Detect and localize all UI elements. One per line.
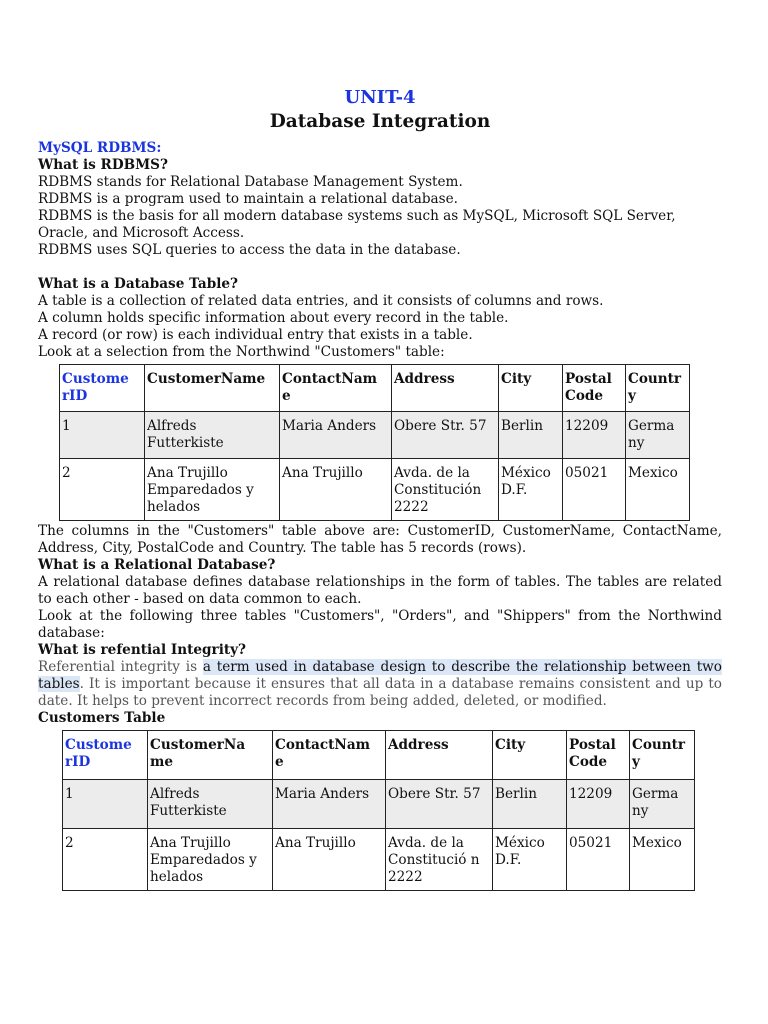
column-header: ContactNam e [280,365,392,412]
table-cell: Obere Str. 57 [392,412,499,459]
referential-paragraph [38,659,722,710]
table-cell: 12209 [563,412,626,459]
table-cell: Ana Trujillo Emparedados y helados [148,829,273,891]
table-cell: Ana Trujillo [273,829,386,891]
table-cell: 12209 [567,780,630,829]
referential-text-start: Referential integrity is [38,659,203,675]
table-cell: Berlin [493,780,567,829]
column-header: City [493,731,567,780]
table-cell: Alfreds Futterkiste [145,412,280,459]
table-cell: Germa ny [630,780,695,829]
table-line: A table is a collection of related data entries, and it consists of columns and rows. [38,293,604,309]
northwind-paragraph: Look at the following three tables "Customers", "Orders", and "Shippers" from the Northwind database: [38,608,722,641]
question-what-is-rdbms: What is RDBMS? [38,157,168,173]
table-cell: Mexico [626,459,690,521]
table-line: A column holds specific information about every record in the table. [38,310,509,326]
column-header: CustomerNa me [148,731,273,780]
column-header: Address [386,731,493,780]
rdbms-line: RDBMS is the basis for all modern database systems such as MySQL, Microsoft SQL Server, Oracle, and Microsoft Access. [38,208,676,241]
column-header: Countr y [626,365,690,412]
table-cell: México D.F. [493,829,567,891]
column-header: Custome rID [60,365,145,412]
column-header: Address [392,365,499,412]
table-cell: 2 [63,829,148,891]
column-header: Postal Code [563,365,626,412]
referential-text-end: . It is important because it ensures that all data in a database remains consistent and up to date. It helps to prevent incorrect records from being added, deleted, or modified. [38,676,722,709]
columns-description: The columns in the "Customers" table above are: CustomerID, CustomerName, ContactName, Address, City, PostalCode and Country. The table has 5 records (rows). [38,523,722,556]
unit-heading: UNIT-4 [344,87,416,108]
customers-table-label: Customers Table [38,710,166,726]
column-header: Postal Code [567,731,630,780]
table-cell: Obere Str. 57 [386,780,493,829]
table-cell: Maria Anders [273,780,386,829]
page-title: Database Integration [269,111,491,132]
table-cell: Mexico [630,829,695,891]
table-cell: 1 [63,780,148,829]
column-header: Custome rID [63,731,148,780]
table-row [63,829,695,891]
table-cell: Maria Anders [280,412,392,459]
table-cell: Berlin [499,412,563,459]
customers-table-1 [59,364,690,521]
rdbms-line: RDBMS stands for Relational Database Management System. [38,174,463,190]
table-row [60,412,690,459]
table-cell: Alfreds Futterkiste [148,780,273,829]
question-referential-integrity: What is refential Integrity? [38,642,247,658]
column-header: City [499,365,563,412]
rdbms-line: RDBMS uses SQL queries to access the data in the database. [38,242,461,258]
table-cell: 1 [60,412,145,459]
table-cell: Germa ny [626,412,690,459]
column-header: Countr y [630,731,695,780]
column-header: CustomerName [145,365,280,412]
table-cell: Avda. de la Constitució n 2222 [386,829,493,891]
customers-table-2 [62,730,695,891]
table-row [60,459,690,521]
table-cell: 2 [60,459,145,521]
relational-paragraph: A relational database defines database relationships in the form of tables. The tables are related to each other - based on data common to each. [38,574,722,607]
question-relational-database: What is a Relational Database? [38,557,276,573]
table-header-row [60,365,690,412]
section-heading-mysql: MySQL RDBMS: [38,140,162,156]
table-cell: Avda. de la Constitución 2222 [392,459,499,521]
rdbms-line: RDBMS is a program used to maintain a relational database. [38,191,458,207]
column-header: ContactNam e [273,731,386,780]
highlighted-text[interactable]: a term used in database design to describe the relationship between two tables [38,659,722,692]
table-cell: México D.F. [499,459,563,521]
table-header-row [63,731,695,780]
table-row [63,780,695,829]
table-cell: Ana Trujillo Emparedados y helados [145,459,280,521]
table-cell: 05021 [567,829,630,891]
question-database-table: What is a Database Table? [38,276,238,292]
table-cell: Ana Trujillo [280,459,392,521]
table-line: Look at a selection from the Northwind "Customers" table: [38,344,445,360]
table-cell: 05021 [563,459,626,521]
table-line: A record (or row) is each individual entry that exists in a table. [38,327,473,343]
